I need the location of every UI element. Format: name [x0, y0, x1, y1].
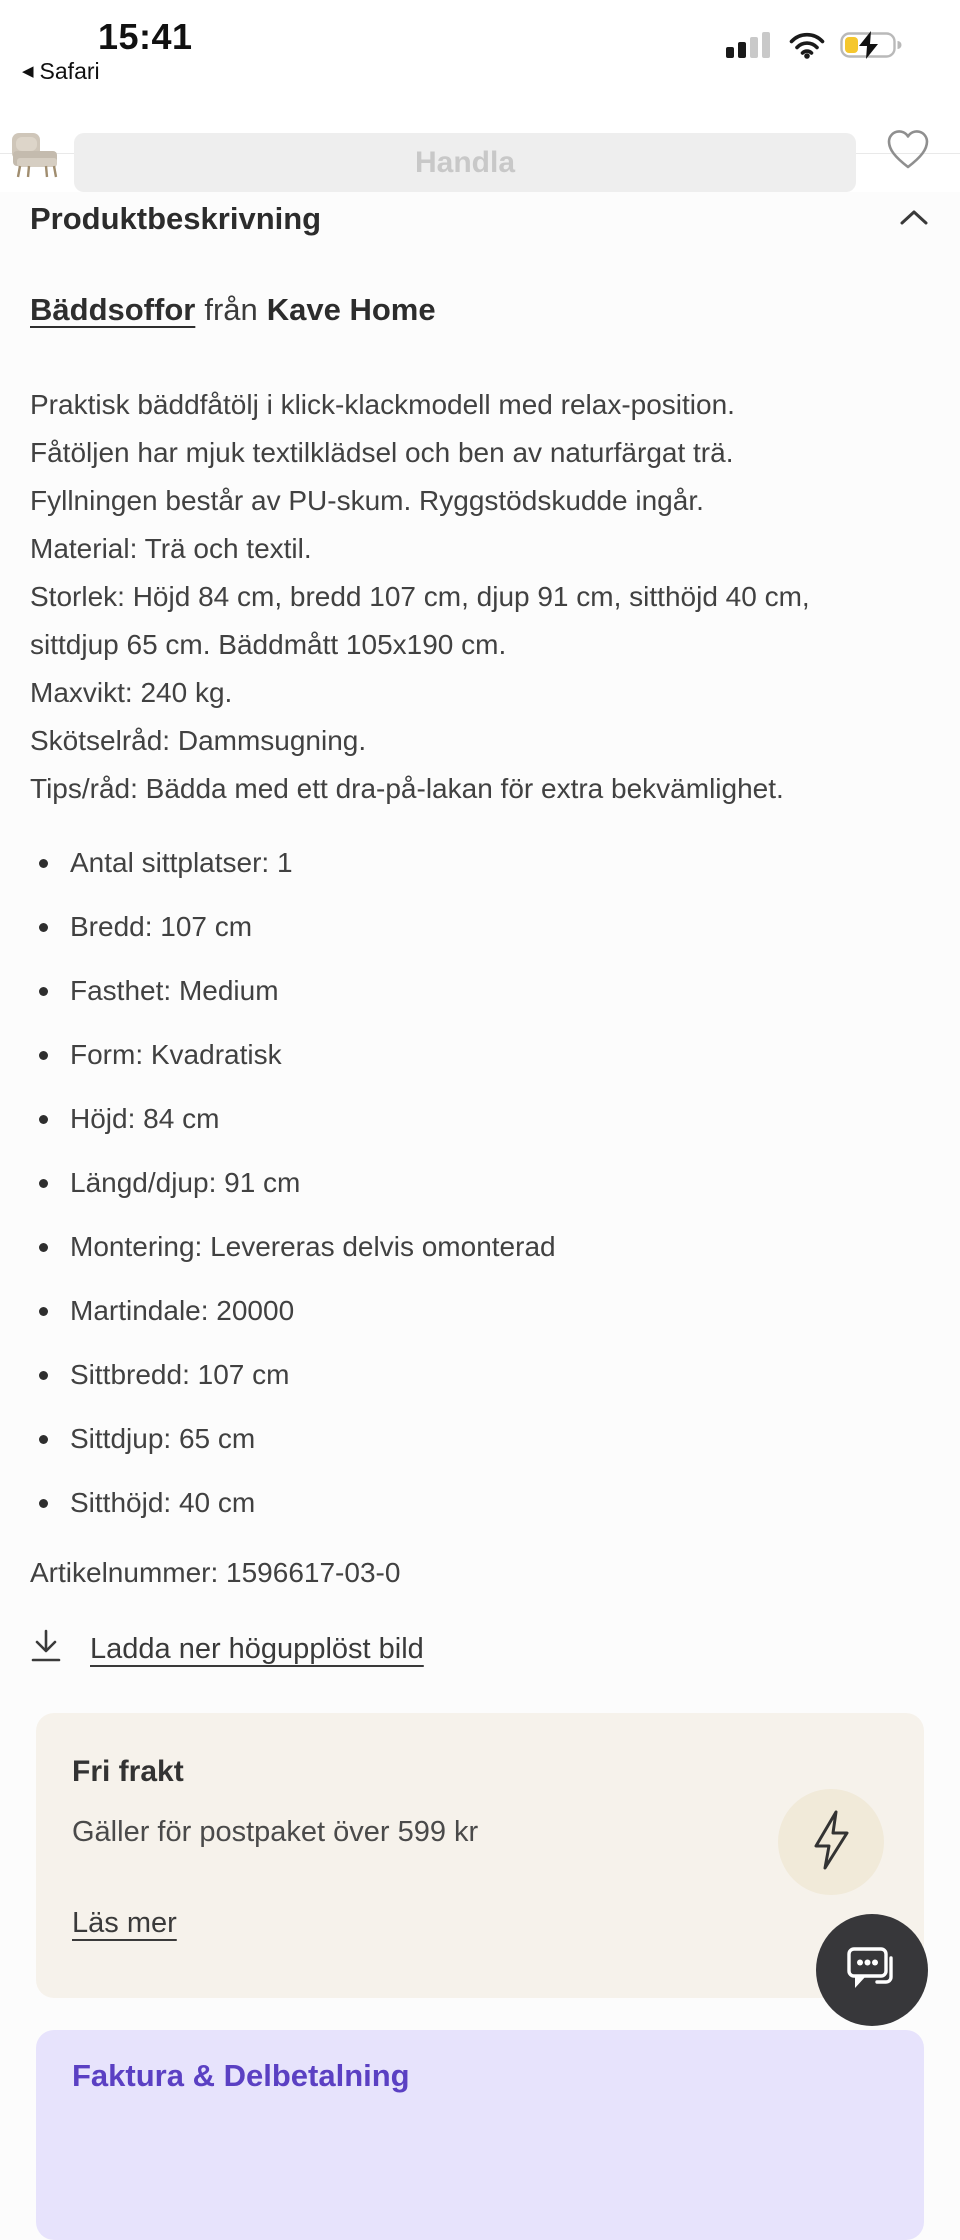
- list-item: [30, 959, 930, 1023]
- wifi-icon: [789, 31, 825, 64]
- status-bar: [0, 0, 960, 100]
- article-number: Artikelnummer: 1596617-03-0: [30, 1557, 401, 1588]
- spec-text: Montering: Levereras delvis omonterad: [70, 1231, 556, 1262]
- chevron-up-icon: [898, 208, 930, 231]
- buy-button[interactable]: [74, 133, 856, 192]
- invoice-installment-card[interactable]: [36, 2030, 924, 2240]
- description-accordion-header[interactable]: [30, 196, 930, 242]
- download-image-link[interactable]: Ladda ner högupplöst bild: [90, 1632, 424, 1665]
- list-item: [30, 1407, 930, 1471]
- list-item: [30, 1279, 930, 1343]
- paragraph-line: Storlek: Höjd 84 cm, bredd 107 cm, djup 91 cm, sitthöjd 40 cm,: [30, 581, 810, 612]
- spec-text: Antal sittplatser: 1: [70, 847, 293, 878]
- category-brand-line: [30, 290, 930, 329]
- payment-card-title: Faktura & Delbetalning: [72, 2058, 410, 2093]
- list-item: [30, 1471, 930, 1535]
- bullet-dot: [39, 1051, 48, 1060]
- spec-text: Bredd: 107 cm: [70, 911, 253, 942]
- lightning-bolt-icon: [808, 1809, 854, 1876]
- buy-button-label: Handla: [414, 145, 516, 179]
- heart-icon: [885, 159, 931, 174]
- shipping-card-body: Gäller för postpaket över 599 kr: [72, 1816, 479, 1848]
- bullet-dot: [39, 923, 48, 932]
- status-icons: [726, 30, 904, 65]
- bullet-dot: [39, 1179, 48, 1188]
- list-item: [30, 1215, 930, 1279]
- paragraph-line: Maxvikt: 240 kg.: [30, 677, 233, 708]
- paragraph-line: Tips/råd: Bädda med ett dra-på-lakan för extra bekvämlighet.: [30, 773, 784, 804]
- back-app-label: Safari: [39, 58, 100, 84]
- spec-text: Form: Kvadratisk: [70, 1039, 282, 1070]
- cellular-signal-icon: [726, 30, 774, 65]
- list-item: [30, 1087, 930, 1151]
- lightning-badge: [778, 1789, 884, 1895]
- list-item: [30, 1023, 930, 1087]
- product-thumbnail[interactable]: [8, 132, 62, 183]
- paragraph-line: Material: Trä och textil.: [30, 533, 312, 564]
- bullet-dot: [39, 1499, 48, 1508]
- list-item: [30, 831, 930, 895]
- paragraph-line: Fyllningen består av PU-skum. Ryggstödskudde ingår.: [30, 485, 704, 516]
- back-triangle-icon: ◀: [22, 63, 34, 80]
- bullet-dot: [39, 1115, 48, 1124]
- paragraph-line: Skötselråd: Dammsugning.: [30, 725, 367, 756]
- spec-text: Höjd: 84 cm: [70, 1103, 220, 1134]
- download-icon: [30, 1629, 62, 1670]
- free-shipping-card: [36, 1713, 924, 1998]
- read-more-link[interactable]: Läs mer: [72, 1907, 177, 1939]
- chat-icon: [846, 1944, 898, 1997]
- sticky-buy-bar: [0, 100, 960, 192]
- battery-charging-icon: [840, 30, 904, 65]
- list-item: [30, 1343, 930, 1407]
- list-item: [30, 895, 930, 959]
- spec-text: Längd/djup: 91 cm: [70, 1167, 301, 1198]
- back-to-safari-button[interactable]: [22, 58, 100, 85]
- bullet-dot: [39, 1307, 48, 1316]
- bullet-dot: [39, 987, 48, 996]
- product-paragraph: [30, 381, 930, 813]
- chat-fab-button[interactable]: [816, 1914, 928, 2026]
- bullet-dot: [39, 859, 48, 868]
- list-item: [30, 1151, 930, 1215]
- spec-text: Martindale: 20000: [70, 1295, 295, 1326]
- paragraph-line: Fåtöljen har mjuk textilklädsel och ben av naturfärgat trä.: [30, 437, 734, 468]
- spec-text: Sitthöjd: 40 cm: [70, 1487, 256, 1518]
- spec-text: Fasthet: Medium: [70, 975, 279, 1006]
- download-row[interactable]: [30, 1627, 930, 1671]
- description-section: [0, 196, 960, 2240]
- category-link[interactable]: Bäddsoffor: [30, 292, 196, 327]
- brand-name: Kave Home: [266, 292, 436, 327]
- favorite-button[interactable]: [884, 126, 932, 174]
- spec-text: Sittdjup: 65 cm: [70, 1423, 256, 1454]
- clock: 15:41: [98, 16, 193, 57]
- paragraph-line: Praktisk bäddfåtölj i klick-klackmodell med relax-position.: [30, 389, 735, 420]
- section-title: Produktbeskrivning: [30, 201, 322, 236]
- paragraph-line: sittdjup 65 cm. Bäddmått 105x190 cm.: [30, 629, 507, 660]
- bullet-dot: [39, 1435, 48, 1444]
- spec-text: Sittbredd: 107 cm: [70, 1359, 290, 1390]
- bullet-dot: [39, 1243, 48, 1252]
- connector-text: från: [204, 292, 258, 327]
- spec-list: [30, 831, 930, 1535]
- shipping-card-title: Fri frakt: [72, 1755, 184, 1788]
- bullet-dot: [39, 1371, 48, 1380]
